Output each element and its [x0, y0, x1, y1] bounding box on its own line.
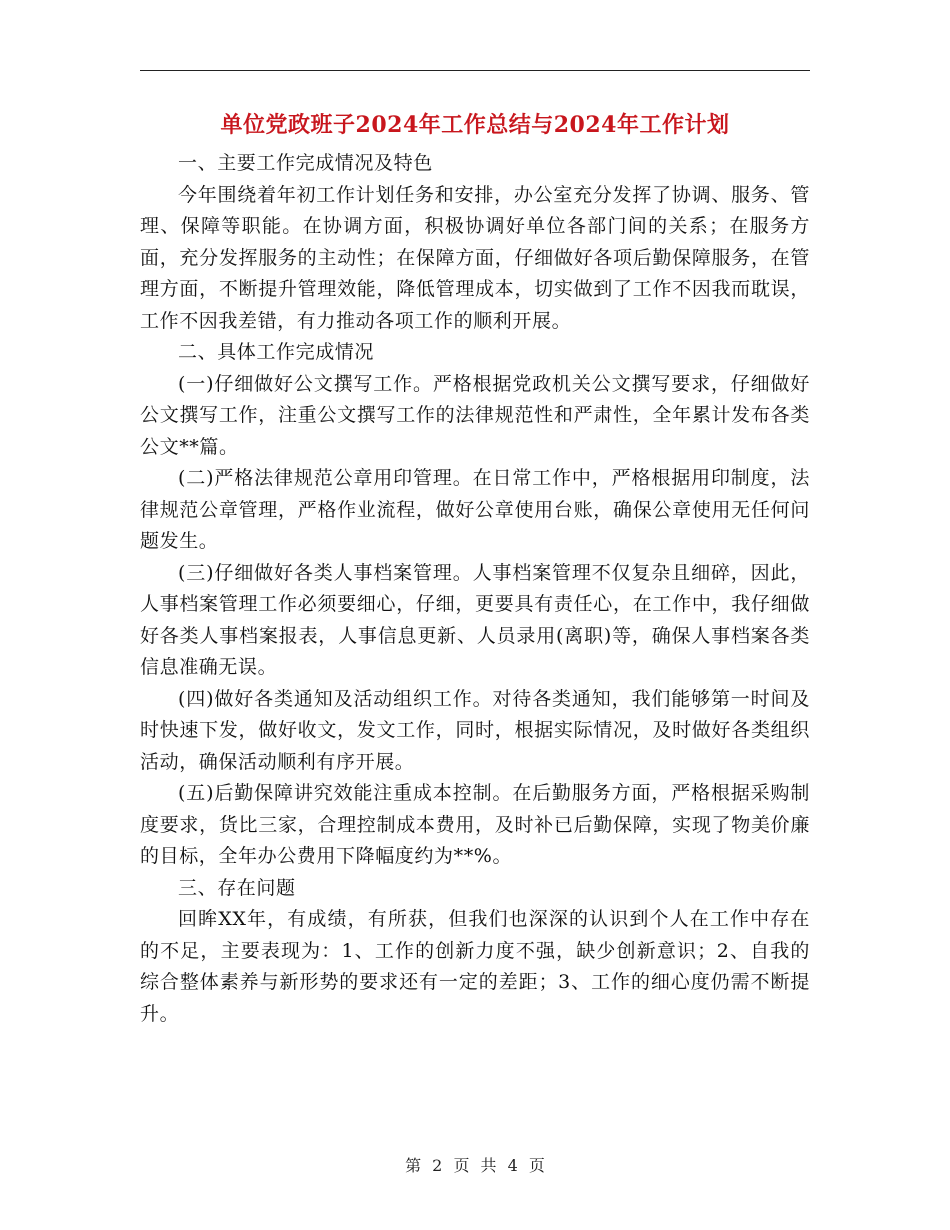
- paragraph-problems: 回眸XX年，有成绩，有所获，但我们也深深的认识到个人在工作中存在的不足，主要表现为：1、工作的创新力度不强，缺少创新意识；2、自我的综合整体素养与新形势的要求还有一定的差距；3、工作的细心度仍需不断提升。: [140, 908, 810, 1025]
- paragraph-item-1: (一)仔细做好公文撰写工作。严格根据党政机关公文撰写要求，仔细做好公文撰写工作，注重公文撰写工作的法律规范性和严肃性，全年累计发布各类公文**篇。: [140, 372, 810, 458]
- section-heading-2: 二、具体工作完成情况: [178, 341, 375, 363]
- paragraph-summary: 今年围绕着年初工作计划任务和安排，办公室充分发挥了协调、服务、管理、保障等职能。在协调方面，积极协调好单位各部门间的关系；在服务方面，充分发挥服务的主动性；在保障方面，仔细做好各项后勤保障服务，在管理方面，不断提升管理效能，降低管理成本，切实做到了工作不因我而耽误，工作不因我差错，有力推动各项工作的顺利开展。: [140, 183, 810, 332]
- paragraph-item-2: (二)严格法律规范公章用印管理。在日常工作中，严格根据用印制度，法律规范公章管理，严格作业流程，做好公章使用台账，确保公章使用无任何问题发生。: [140, 467, 810, 552]
- paragraph-item-4: (四)做好各类通知及活动组织工作。对待各类通知，我们能够第一时间及时快速下发，做好收文，发文工作，同时，根据实际情况，及时做好各类组织活动，确保活动顺利有序开展。: [140, 687, 810, 773]
- paragraph-item-5: (五)后勤保障讲究效能注重成本控制。在后勤服务方面，严格根据采购制度要求，货比三家，合理控制成本费用，及时补已后勤保障，实现了物美价廉的目标，全年办公费用下降幅度约为**%。: [140, 782, 810, 867]
- section-heading-3: 三、存在问题: [178, 876, 296, 899]
- header-rule: [140, 70, 810, 71]
- page-number-footer: 第 2 页 共 4 页: [405, 1156, 545, 1175]
- document-title: 单位党政班子2024年工作总结与2024年工作计划: [220, 112, 730, 138]
- paragraph-item-3: (三)仔细做好各类人事档案管理。人事档案管理不仅复杂且细碎，因此，人事档案管理工作必须要细心，仔细，更要具有责任心，在工作中，我仔细做好各类人事档案报表，人事信息更新、人员录用(离职)等，确保人事档案各类信息准确无误。: [140, 561, 810, 678]
- section-heading-1: 一、主要工作完成情况及特色: [178, 152, 433, 174]
- document-body: [140, 148, 810, 1030]
